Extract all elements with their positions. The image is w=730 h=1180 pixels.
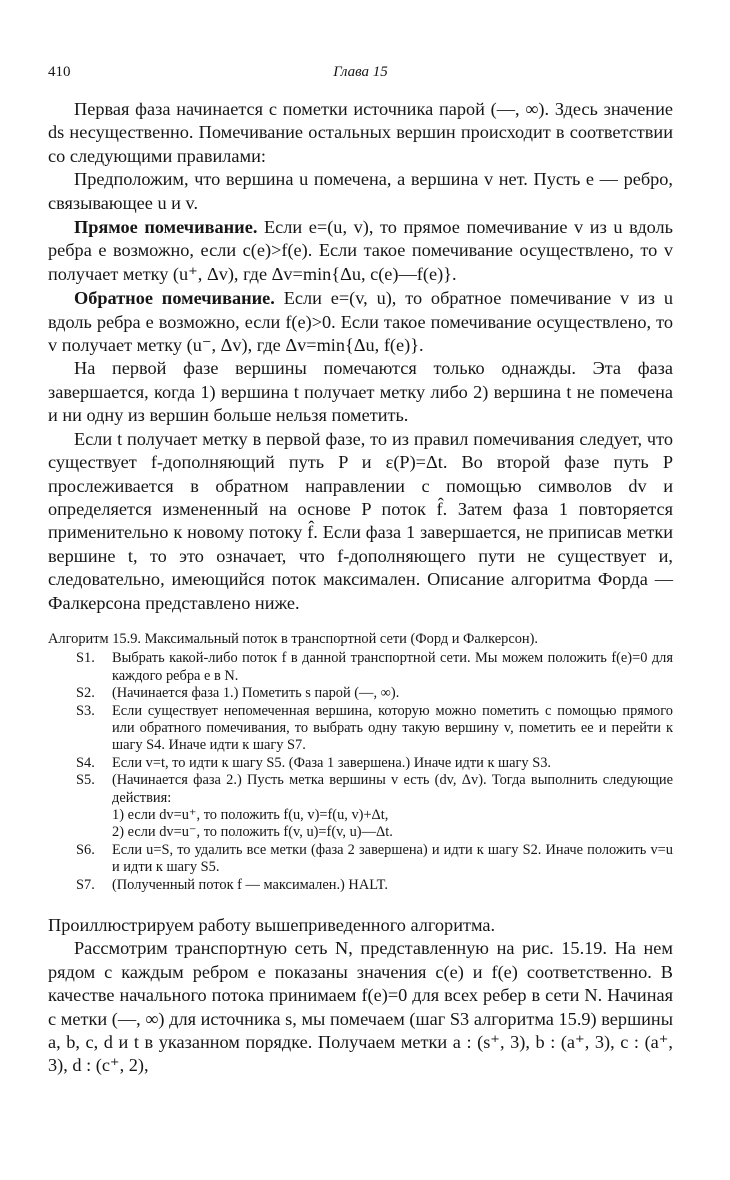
main-text	[48, 98, 673, 615]
forward-labeling-heading: Прямое помечивание.	[74, 217, 258, 238]
algorithm-step	[48, 650, 673, 685]
paragraph: На первой фазе вершины помечаются только однажды. Эта фаза завершается, когда 1) вершина t получает метку либо 2) вершина t не помечена и ни одну из вершин больше нельзя пометить.	[48, 358, 673, 426]
book-page	[48, 64, 673, 1078]
paragraph: Предположим, что вершина u помечена, а вершина v нет. Пусть e — ребро, связывающее u и v.	[48, 169, 673, 213]
paragraph: Если t получает метку в первой фазе, то из правил помечивания следует, что существует f-дополняющий путь P и ε(P)=Δt. Во второй фазе путь P прослеживается в обратном направлении с помощью символов dv и определяется измененный на основе P поток f̂. Затем фаза 1 повторяется применительно к новому потоку f̂. Если фаза 1 завершается, не приписав метки вершине t, то это означает, что f-дополняющего пути не существует и, следовательно, имеющийся поток максимален. Описание алгоритма Форда — Фалкерсона представлено ниже.	[48, 428, 673, 613]
step-text: Выбрать какой-либо поток f в данной транспортной сети. Мы можем положить f(e)=0 для каждого ребра e в N.	[112, 650, 673, 684]
step-label: S7.	[76, 876, 95, 893]
algorithm-step	[48, 755, 673, 772]
chapter-title: Глава 15	[333, 64, 388, 80]
step-label: S3.	[76, 702, 95, 719]
backward-labeling-paragraph	[48, 287, 673, 357]
algorithm-block	[48, 631, 673, 894]
algorithm-substep	[48, 807, 673, 824]
backward-labeling-heading: Обратное помечивание.	[74, 288, 275, 309]
step-label: S2.	[76, 685, 95, 702]
closing-text	[48, 914, 673, 1078]
forward-labeling-paragraph	[48, 216, 673, 286]
page-header	[48, 64, 673, 86]
algorithm-step	[48, 877, 673, 894]
step-text: Если u=S, то удалить все метки (фаза 2 завершена) и идти к шагу S2. Иначе положить v=u и идти к шагу S5.	[112, 841, 673, 876]
paragraph: Первая фаза начинается с пометки источника парой (—, ∞). Здесь значение ds несущественно. Помечивание остальных вершин происходит в соответствии со следующими правилами:	[48, 99, 673, 166]
algorithm-step	[48, 772, 673, 807]
step-text: Если существует непомеченная вершина, которую можно пометить с помощью прямого или обратного помечивания, то выбрать одну такую вершину v, пометить ее и перейти к шагу S4. Иначе идти к шагу S7.	[112, 702, 673, 754]
step-label: S4.	[76, 754, 95, 771]
forward-labeling-text: Если e=(u, v), то прямое помечивание v из u вдоль ребра e возможно, если c(e)>f(e). Если такое помечивание осуществлено, то v получает метку (u⁺, Δv), где Δv=min{Δu, c(e)—f(e)}.	[48, 217, 673, 284]
algorithm-substep	[48, 824, 673, 841]
algorithm-title: Алгоритм 15.9. Максимальный поток в транспортной сети (Форд и Фалкерсон).	[48, 630, 538, 647]
step-label: S1.	[76, 650, 95, 667]
page-number: 410	[48, 64, 71, 80]
algorithm-step	[48, 842, 673, 877]
step-text: 1) если dv=u⁺, то положить f(u, v)=f(u, v)+Δt,	[112, 807, 389, 823]
paragraph: Рассмотрим транспортную сеть N, представленную на рис. 15.19. На нем рядом с каждым ребром e показаны значения c(e) и f(e) соответственно. В качестве начального потока принимаем f(e)=0 для всех ребер в сети N. Начиная с метки (—, ∞) для источника s, мы помечаем (шаг S3 алгоритма 15.9) вершины a, b, c, d и t в указанном порядке. Получаем метки a : (s⁺, 3), b : (a⁺, 3), c : (a⁺, 3), d : (c⁺, 2),	[48, 938, 673, 1076]
algorithm-step	[48, 703, 673, 755]
paragraph: Проиллюстрируем работу вышеприведенного алгоритма.	[48, 915, 496, 936]
algorithm-step	[48, 685, 673, 702]
algorithm-steps	[48, 650, 673, 894]
step-text: (Начинается фаза 1.) Пометить s парой (—, ∞).	[112, 685, 400, 702]
step-label: S5.	[76, 772, 95, 789]
step-text: (Начинается фаза 2.) Пусть метка вершины v есть (dv, Δv). Тогда выполнить следующие действия:	[112, 772, 673, 806]
step-label: S6.	[76, 841, 95, 858]
backward-labeling-text: Если e=(v, u), то обратное помечивание v из u вдоль ребра e возможно, если f(e)>0. Если такое помечивание осуществлено, то v получает метку (u⁻, Δv), где Δv=min{Δu, f(e)}.	[48, 288, 673, 356]
step-text: (Полученный поток f — максимален.) HALT.	[112, 876, 388, 893]
step-text: Если v=t, то идти к шагу S5. (Фаза 1 завершена.) Иначе идти к шагу S3.	[112, 754, 552, 771]
step-text: 2) если dv=u⁻, то положить f(v, u)=f(v, u)—Δt.	[112, 824, 393, 841]
